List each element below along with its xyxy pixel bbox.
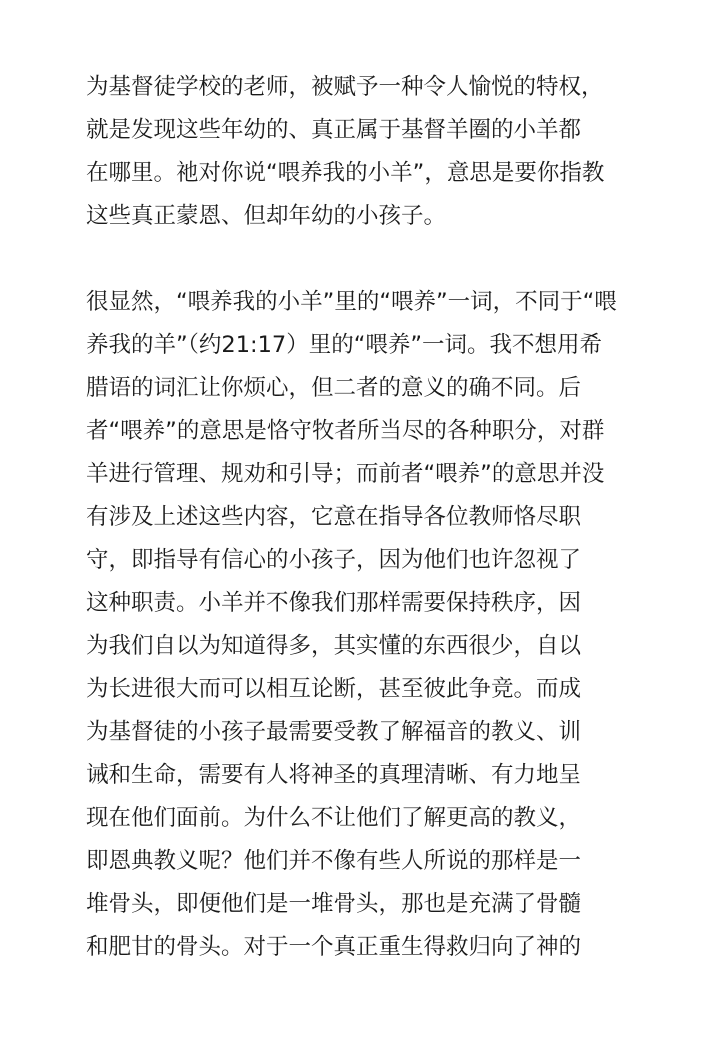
text-line: 腊语的词汇让你烦心，但二者的意义的确不同。后 (86, 375, 582, 401)
text-line: 为基督徒的小孩子最需要受教了解福音的教义、训 (86, 719, 582, 745)
text-line: 就是发现这些年幼的、真正属于基督羊圈的小羊都 (86, 117, 582, 143)
text-line: 在哪里。祂对你说“喂养我的小羊”，意思是要你指教 (86, 160, 605, 186)
text-line: 即恩典教义呢？他们并不像有些人所说的那样是一 (86, 848, 582, 874)
text-line: 为基督徒学校的老师，被赋予一种令人愉悦的特权， (86, 74, 604, 100)
text-line: 现在他们面前。为什么不让他们了解更高的教义， (86, 805, 582, 831)
paragraph-2 (86, 281, 646, 969)
text-line: 为我们自以为知道得多，其实懂的东西很少，自以 (86, 633, 582, 659)
text-line: 这种职责。小羊并不像我们那样需要保持秩序，因 (86, 590, 582, 616)
text-line: 堆骨头，即便他们是一堆骨头，那也是充满了骨髓 (86, 891, 582, 917)
text-line: 为长进很大而可以相互论断，甚至彼此争竞。而成 (86, 676, 582, 702)
text-line: 这些真正蒙恩、但却年幼的小孩子。 (86, 203, 447, 229)
text-line: 者“喂养”的意思是恪守牧者所当尽的各种职分，对群 (86, 418, 605, 444)
paragraph-1 (86, 66, 646, 238)
text-line: 和肥甘的骨头。对于一个真正重生得救归向了神的 (86, 934, 582, 960)
text-line: 羊进行管理、规劝和引导；而前者“喂养”的意思并没 (86, 461, 605, 487)
text-line: 守，即指导有信心的小孩子，因为他们也许忽视了 (86, 547, 582, 573)
text-line: 很显然，“喂养我的小羊”里的“喂养”一词，不同于“喂 (86, 289, 617, 315)
text-line: 诫和生命，需要有人将神圣的真理清晰、有力地呈 (86, 762, 582, 788)
text-line: 养我的羊”（约21:17）里的“喂养”一词。我不想用希 (86, 332, 603, 358)
text-line: 有涉及上述这些内容，它意在指导各位教师恪尽职 (86, 504, 582, 530)
